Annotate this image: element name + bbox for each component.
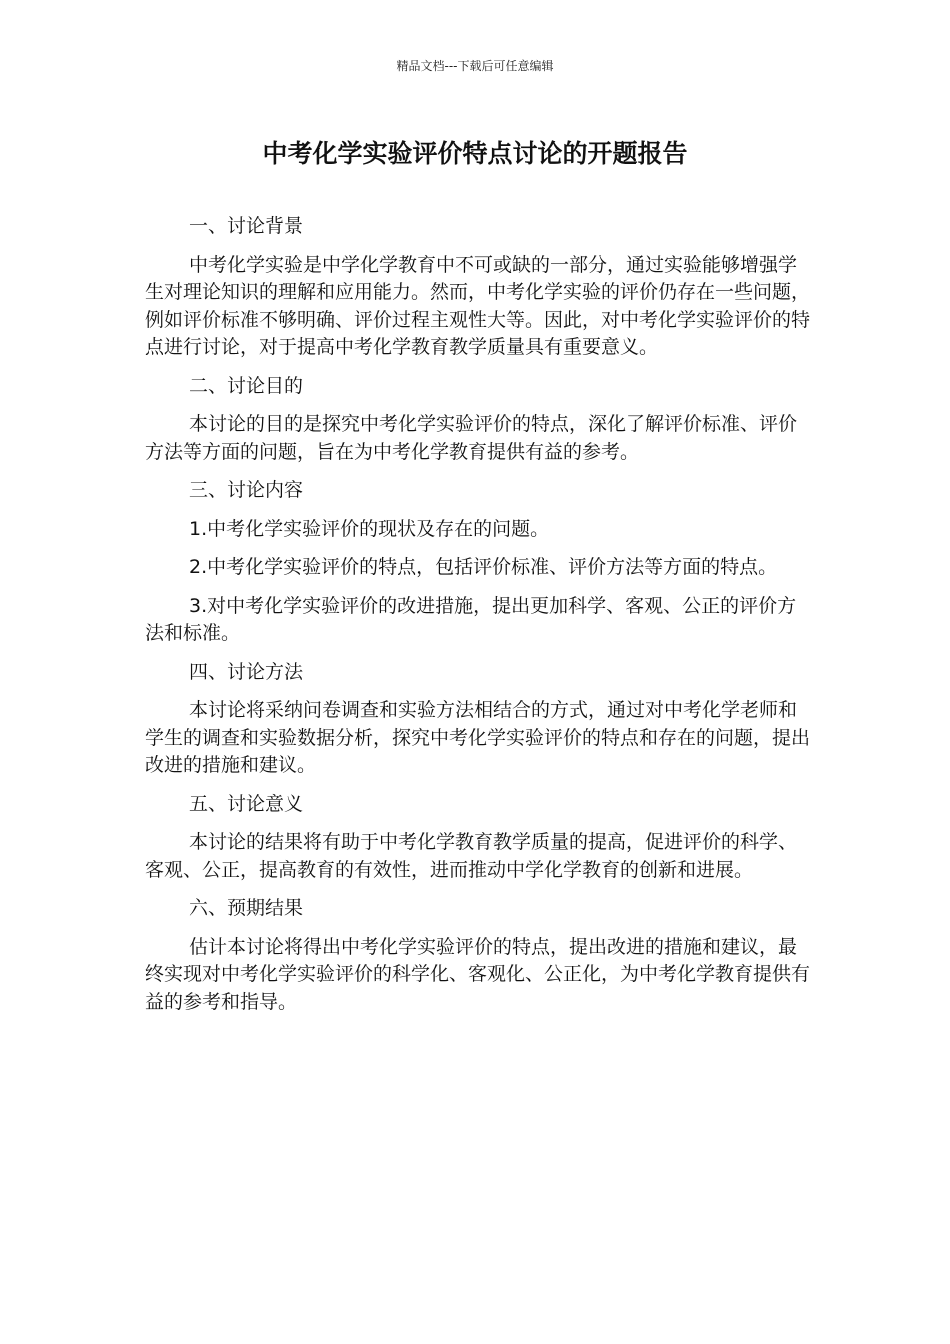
- content-item-2: 2.中考化学实验评价的特点，包括评价标准、评价方法等方面的特点。: [189, 556, 778, 578]
- header-note: 精品文档---下载后可任意编辑: [396, 59, 554, 73]
- content-item-3: 3.对中考化学实验评价的改进措施，提出更加科学、客观、公正的评价方法和标准。: [145, 594, 797, 644]
- paragraph-background: 中考化学实验是中学化学教育中不可或缺的一部分，通过实验能够增强学生对理论知识的理解和应用能力。然而，中考化学实验的评价仍存在一些问题，例如评价标准不够明确、评价过程主观性大等。因此，对中考化学实验评价的特点进行讨论，对于提高中考化学教育教学质量具有重要意义。: [145, 253, 811, 358]
- content-item-1: 1.中考化学实验评价的现状及存在的问题。: [189, 517, 550, 540]
- paragraph-significance: 本讨论的结果将有助于中考化学教育教学质量的提高，促进评价的科学、客观、公正，提高教育的有效性，进而推动中学化学教育的创新和进展。: [145, 831, 798, 881]
- section-heading-method: 四、讨论方法: [189, 660, 304, 683]
- section-heading-purpose: 二、讨论目的: [189, 374, 304, 397]
- section-heading-background: 一、讨论背景: [189, 215, 304, 237]
- document-body: [145, 213, 810, 1027]
- section-heading-significance: 五、讨论意义: [189, 792, 304, 815]
- section-heading-expected-results: 六、预期结果: [189, 897, 304, 919]
- document-title: 中考化学实验评价特点讨论的开题报告: [262, 139, 688, 168]
- paragraph-expected-results: 估计本讨论将得出中考化学实验评价的特点，提出改进的措施和建议，最终实现对中考化学实验评价的科学化、客观化、公正化，为中考化学教育提供有益的参考和指导。: [145, 935, 811, 1013]
- section-heading-content: 三、讨论内容: [189, 479, 304, 501]
- paragraph-purpose: 本讨论的目的是探究中考化学实验评价的特点，深化了解评价标准、评价方法等方面的问题，旨在为中考化学教育提供有益的参考。: [145, 413, 798, 463]
- paragraph-method: 本讨论将采纳问卷调查和实验方法相结合的方式，通过对中考化学老师和学生的调查和实验数据分析，探究中考化学实验评价的特点和存在的问题，提出改进的措施和建议。: [145, 699, 811, 776]
